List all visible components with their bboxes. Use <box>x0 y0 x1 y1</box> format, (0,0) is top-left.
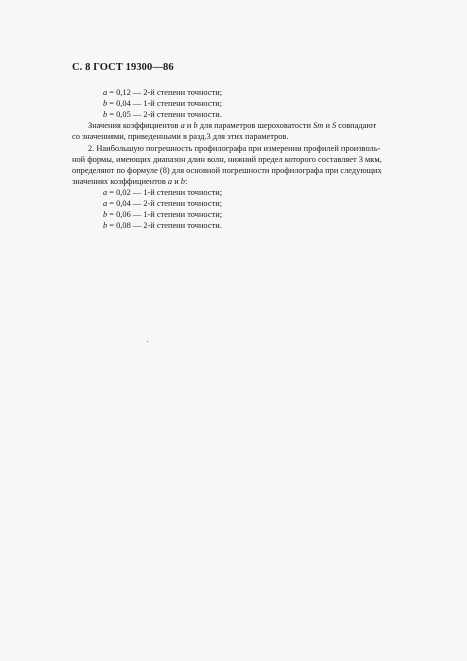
coefficient-line-a-004 <box>103 198 222 209</box>
line-text: = 0,04 — 1-й степени точности; <box>107 99 223 108</box>
variable-b: b <box>180 177 185 186</box>
variable-s: S <box>332 121 337 130</box>
coefficient-line-b-005 <box>103 109 222 120</box>
paragraph-2-line-3: определяют по формуле (8) для основной погрешности профилографа при следующих <box>72 166 382 175</box>
coefficient-line-b-004 <box>103 98 222 109</box>
variable-a: a <box>103 199 108 208</box>
variable-b: b <box>103 210 108 219</box>
coefficient-line-a-012 <box>103 87 222 98</box>
variable-a: a <box>103 188 108 197</box>
variable-a: a <box>103 88 108 97</box>
line-text: = 0,02 — 1-й степени точности; <box>107 188 223 197</box>
line-text: = 0,04 — 2-й степени точности; <box>107 199 223 208</box>
line-text: = 0,08 — 2-й степени точности. <box>107 221 222 230</box>
variable-a: a <box>167 177 173 186</box>
coefficient-line-a-002 <box>103 187 222 198</box>
variable-b: b <box>193 121 198 130</box>
paragraph-2-line-1: 2. Наибольшую погрешность профилографа при измерении профилей произволь- <box>88 144 381 153</box>
line-text: = 0,06 — 1-й степени точности; <box>107 210 223 219</box>
text-fragment: совпадают <box>336 121 377 130</box>
paragraph-2-line-2: ной формы, имеющих диапазон длин волн, нижний предел которого составляет 3 мкм, <box>72 155 382 164</box>
text-fragment: и <box>323 121 333 130</box>
coefficient-line-b-008 <box>103 220 222 231</box>
text-fragment: : <box>184 177 188 186</box>
variable-b: b <box>103 110 108 119</box>
line-text: = 0,05 — 2-й степени точности. <box>107 110 222 119</box>
text-fragment: и <box>184 121 194 130</box>
page-header: С. 8 ГОСТ 19300—86 <box>72 62 174 73</box>
paragraph-2-line-4 <box>72 176 187 187</box>
paragraph-1-line-2: со значениями, приведенными в разд.3 для этих параметров. <box>72 132 289 141</box>
variable-b: b <box>103 221 108 230</box>
text-fragment: значениях коэффициентов <box>72 177 168 186</box>
coefficient-line-b-006 <box>103 209 222 220</box>
stray-mark <box>147 341 148 342</box>
line-text: = 0,12 — 2-й степени точности; <box>107 88 223 97</box>
variable-b: b <box>103 99 108 108</box>
variable-a: a <box>180 121 185 130</box>
text-fragment: для параметров шероховатости <box>197 121 314 130</box>
paragraph-1-line-1 <box>88 120 376 131</box>
text-fragment: и <box>172 177 181 186</box>
text-fragment: Значения коэффициентов <box>88 121 181 130</box>
variable-sm: Sm <box>313 121 324 130</box>
